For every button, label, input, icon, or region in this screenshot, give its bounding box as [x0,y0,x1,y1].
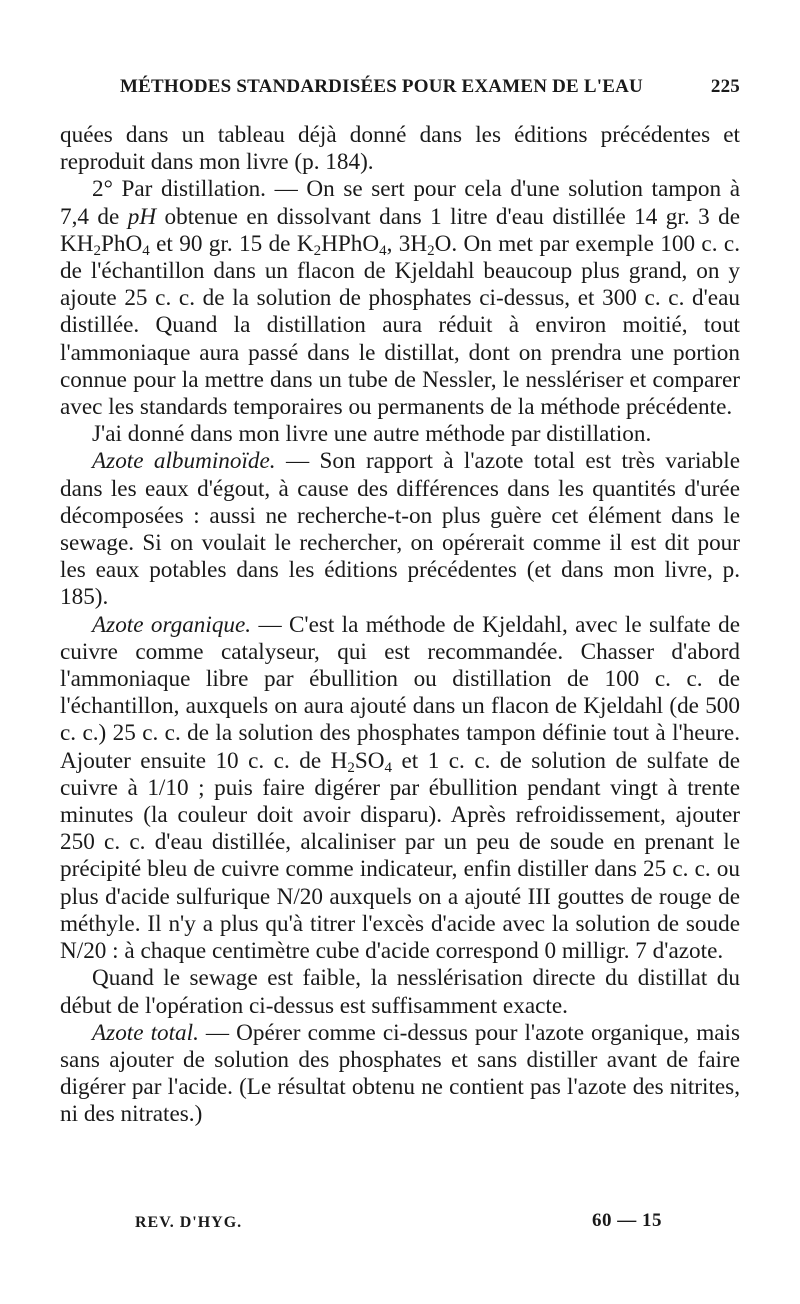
paragraph-continuation: quées dans un tableau déjà donné dans les éditions précédentes et reproduit dans mon livre (p. 184). [60,122,740,176]
paragraph-weak-sewage: Quand le sewage est faible, la nesslérisation directe du distillat du début de l'opération ci-dessus est suffisamment exacte. [60,965,740,1019]
paragraph-other-method: J'ai donné dans mon livre une autre méthode par distillation. [92,421,652,448]
page-number: 225 [710,76,740,97]
paragraph-azote-total: Azote total. — Opérer comme ci-dessus pour l'azote organique, mais sans ajouter de solution des phosphates et sans distiller avant de faire digérer par l'acide. (Le résultat obtenu ne contient pas l'azote des nitrites, ni des nitrates.) [60,1019,740,1128]
paragraph-azote-organique: Azote organique. — C'est la méthode de Kjeldahl, avec le sulfate de cuivre comme catalyseur, qui est recommandée. Chasser d'abord l'ammoniaque libre par ébullition ou distillation de 100 c. c. de l'échantillon, auxquels on aura ajouté dans un flacon de Kjeldahl (de 500 c. c.) 25 c. c. de la solution des phosphates tampon définie tout à l'heure. Ajouter ensuite 10 c. c. de $H_2SO_4$ et 1 c. c. de solution de sulfate de cuivre à 1/10 ; puis faire digérer par ébullition pendant vingt à trente minutes (la couleur doit avoir disparu). Après refroidissement, ajouter 250 c. c. d'eau distillée, alcaliniser par un peu de soude en prenant le précipité bleu de cuivre comme indicateur, enfin distiller dans 25 c. c. ou plus d'acide sulfurique N/20 auxquels on a ajouté III gouttes de rouge de méthyle. Il n'y a plus qu'à titrer l'excès d'acide avec la solution de soude N/20 : à chaque centimètre cube d'acide correspond 0 milligr. 7 d'azote. [60,611,740,965]
section-term: Azote total. [92,1019,199,1046]
running-title: MÉTHODES STANDARDISÉES POUR EXAMEN DE L'EAU [120,76,643,97]
section-term: Azote albuminoïde. [92,448,276,475]
paragraph-distillation: 2° Par distillation. — On se sert pour cela d'une solution tampon à 7,4 de pH obtenue en dissolvant dans 1 litre d'eau distillée 14 gr. 3 de $KH_2PhO_4$ et 90 gr. 15 de $K_2HPhO_4$, $3H_2O$. On met par exemple 100 c. c. de l'échantillon dans un flacon de Kjeldahl beaucoup plus grand, on y ajoute 25 c. c. de la solution de phosphates ci-dessus, et 300 c. c. d'eau distillée. Quand la distillation aura réduit à environ moitié, tout l'ammoniaque aura passé dans le distillat, dont on prendra une portion connue pour la mettre dans un tube de Nessler, le nesslériser et comparer avec les standards temporaires ou permanents de la méthode précédente. [60,176,740,421]
page-footer [120,1210,680,1238]
section-term: Azote organique. [92,611,252,638]
running-header [60,76,740,104]
body-text [60,122,740,1129]
journal-abbreviation: REV. D'HYG. [135,1214,243,1231]
paragraph-azote-albuminoide: Azote albuminoïde. — Son rapport à l'azote total est très variable dans les eaux d'égout, à cause des différences dans les quantités d'urée décomposées : aussi ne recherche-t-on plus guère cet élément dans le sewage. Si on voulait le rechercher, on opérerait comme il est dit pour les eaux potables dans les éditions précédentes (et dans mon livre, p. 185). [60,448,740,611]
printer-signature: 60 — 15 [592,1210,662,1231]
